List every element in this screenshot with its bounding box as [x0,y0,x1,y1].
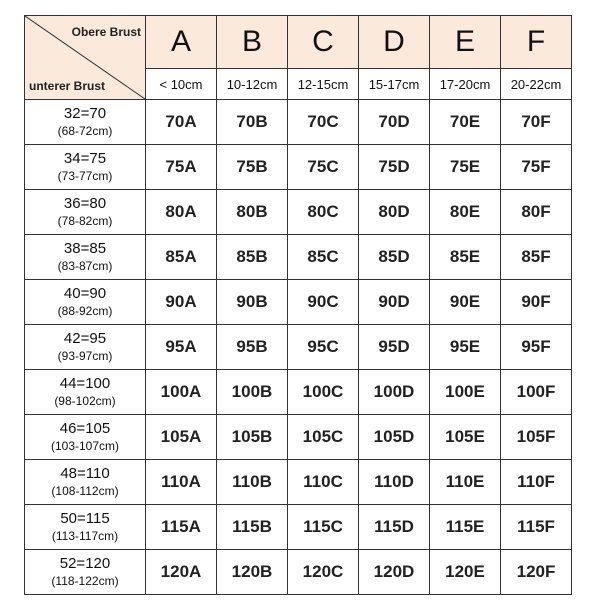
size-cell: 120E [430,550,501,595]
band-size-cell [25,415,146,460]
size-cell: 75C [288,145,359,190]
size-cell: 95D [359,325,430,370]
cup-letter: D [359,16,430,69]
size-cell: 75A [146,145,217,190]
band-size-cell [25,460,146,505]
size-cell: 105D [359,415,430,460]
cup-letter: A [146,16,217,69]
cup-range: 20-22cm [501,69,572,100]
size-cell: 95F [501,325,572,370]
size-cell: 80C [288,190,359,235]
size-table-body [25,100,572,595]
size-cell: 105B [217,415,288,460]
band-size-cell [25,325,146,370]
size-cell: 90E [430,280,501,325]
band-size-cell [25,235,146,280]
size-cell: 120D [359,550,430,595]
size-cell: 90A [146,280,217,325]
corner-header [25,16,146,100]
cup-letter: B [217,16,288,69]
band-cm-range: (88-92cm) [57,303,113,318]
size-cell: 80D [359,190,430,235]
size-cell: 120F [501,550,572,595]
table-row [25,325,572,370]
bra-size-chart [24,15,572,595]
size-cell: 90C [288,280,359,325]
band-size: 32=70 [63,105,107,123]
size-cell: 75D [359,145,430,190]
size-cell: 70E [430,100,501,145]
band-size: 38=85 [63,240,107,258]
band-size-cell [25,505,146,550]
band-cm-range: (108-112cm) [51,483,119,498]
band-cm-range: (68-72cm) [57,123,113,138]
size-cell: 80A [146,190,217,235]
band-cm-range: (73-77cm) [57,168,113,183]
size-cell: 70F [501,100,572,145]
band-size: 52=120 [59,555,111,573]
size-cell: 110F [501,460,572,505]
band-cm-range: (118-122cm) [51,573,119,588]
size-cell: 100A [146,370,217,415]
band-cm-range: (98-102cm) [54,393,116,408]
size-cell: 120A [146,550,217,595]
table-row [25,190,572,235]
size-cell: 105F [501,415,572,460]
cup-range: 12-15cm [288,69,359,100]
band-cm-range: (103-107cm) [50,438,120,453]
band-size: 44=100 [59,375,111,393]
band-size-cell [25,280,146,325]
table-row [25,145,572,190]
cup-letter: F [501,16,572,69]
band-cm-range: (78-82cm) [57,213,113,228]
band-size: 46=105 [59,420,111,438]
band-size: 42=95 [63,330,107,348]
size-cell: 100C [288,370,359,415]
table-row [25,460,572,505]
size-cell: 115F [501,505,572,550]
cup-letter: C [288,16,359,69]
band-size: 34=75 [63,150,107,168]
band-size-cell [25,190,146,235]
table-row [25,280,572,325]
cup-range: 10-12cm [217,69,288,100]
size-cell: 90F [501,280,572,325]
size-cell: 75E [430,145,501,190]
size-cell: 95B [217,325,288,370]
size-cell: 95A [146,325,217,370]
size-cell: 105A [146,415,217,460]
size-cell: 80E [430,190,501,235]
band-cm-range: (113-117cm) [51,528,119,543]
size-cell: 85E [430,235,501,280]
size-cell: 75F [501,145,572,190]
under-bust-label: unterer Brust [29,79,106,93]
table-row [25,235,572,280]
size-cell: 70C [288,100,359,145]
size-cell: 110A [146,460,217,505]
size-cell: 115E [430,505,501,550]
size-cell: 85F [501,235,572,280]
size-cell: 70D [359,100,430,145]
size-cell: 115D [359,505,430,550]
band-size-cell [25,100,146,145]
table-row [25,370,572,415]
band-size: 40=90 [63,285,107,303]
size-cell: 85B [217,235,288,280]
size-cell: 100E [430,370,501,415]
size-cell: 115C [288,505,359,550]
band-size-cell [25,145,146,190]
size-cell: 110D [359,460,430,505]
size-cell: 85A [146,235,217,280]
cup-letter-row [25,16,572,69]
table-row [25,415,572,460]
cup-letter: E [430,16,501,69]
band-size-cell [25,370,146,415]
size-cell: 100F [501,370,572,415]
size-cell: 85D [359,235,430,280]
size-cell: 105E [430,415,501,460]
size-cell: 70A [146,100,217,145]
band-size: 48=110 [60,465,110,483]
size-cell: 115B [217,505,288,550]
band-cm-range: (83-87cm) [57,258,113,273]
size-cell: 100D [359,370,430,415]
size-cell: 110B [217,460,288,505]
cup-range: 15-17cm [359,69,430,100]
size-cell: 75B [217,145,288,190]
size-cell: 90B [217,280,288,325]
size-cell: 95E [430,325,501,370]
table-row [25,550,572,595]
cup-range: 17-20cm [430,69,501,100]
size-cell: 120C [288,550,359,595]
band-size-cell [25,550,146,595]
size-cell: 90D [359,280,430,325]
size-cell: 95C [288,325,359,370]
size-cell: 85C [288,235,359,280]
band-size: 36=80 [63,195,107,213]
size-cell: 105C [288,415,359,460]
size-cell: 110C [288,460,359,505]
size-cell: 120B [217,550,288,595]
table-row [25,100,572,145]
size-cell: 70B [217,100,288,145]
size-cell: 110E [430,460,501,505]
upper-bust-label: Obere Brust [71,25,141,39]
size-cell: 80F [501,190,572,235]
size-cell: 100B [217,370,288,415]
band-size: 50=115 [60,510,110,528]
size-cell: 80B [217,190,288,235]
size-cell: 115A [146,505,217,550]
band-cm-range: (93-97cm) [57,348,113,363]
table-row [25,505,572,550]
cup-range: < 10cm [146,69,217,100]
